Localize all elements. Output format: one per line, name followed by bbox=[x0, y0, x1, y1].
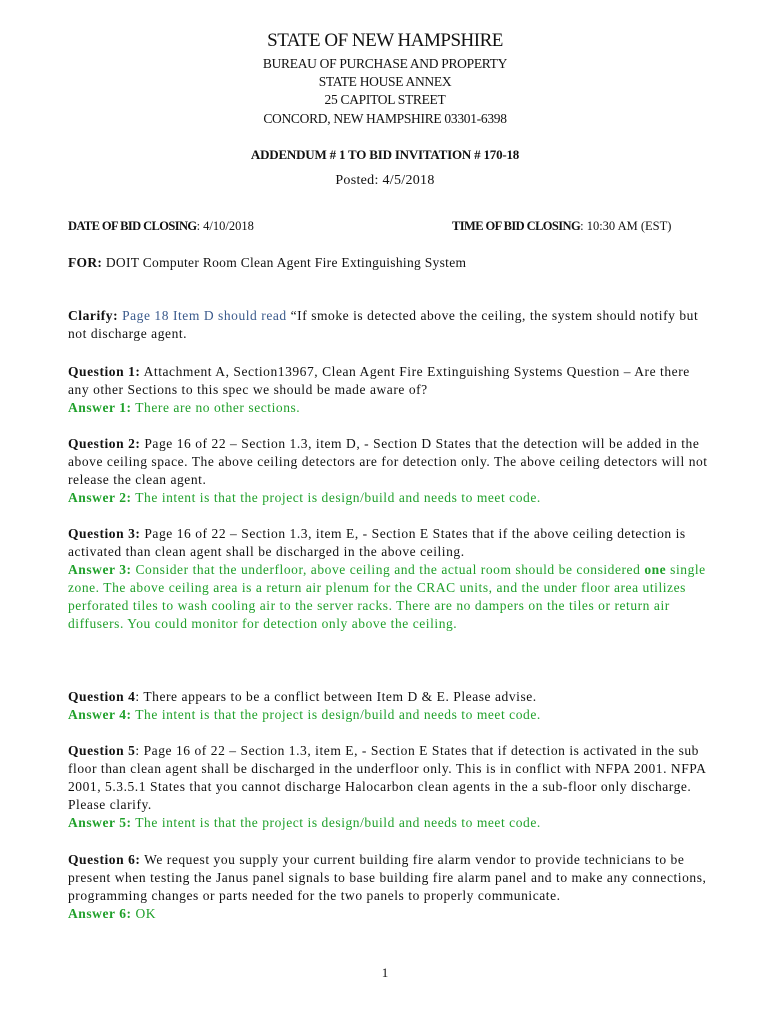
question-5-label: Question 5 bbox=[68, 743, 136, 758]
question-4-text: : There appears to be a conflict between Item D & E. Please advise. bbox=[135, 689, 537, 704]
answer-2-label: Answer 2: bbox=[68, 490, 132, 505]
answer-3-text-post: single zone. The above ceiling area is a return air plenum for the CRAC units, and the under floor area utilizes perforated tiles to wash cooling air to the server racks. There are no dampers on the tiles or return air diffusers. You could monitor for detection only above the ceiling. bbox=[68, 562, 706, 631]
question-3 bbox=[68, 525, 708, 633]
clarify-paragraph bbox=[68, 307, 708, 343]
question-5-text: : Page 16 of 22 – Section 1.3, item E, - Section E States that if detection is activated in the sub floor than clean agent shall be discharged in the underfloor only. This is in conflict with NFPA 2001. NFPA 2001, 5.3.5.1 States that you cannot discharge Halocarbon clean agents in the a sub-floor only discharge. Please clarify. bbox=[68, 743, 706, 812]
answer-3-label: Answer 3: bbox=[68, 562, 132, 577]
for-line bbox=[68, 255, 466, 271]
question-3-text: Page 16 of 22 – Section 1.3, item E, - Section E States that if the above ceiling detection is activated than clean agent shall be discharged in the above ceiling. bbox=[68, 526, 686, 559]
answer-2 bbox=[68, 490, 541, 505]
question-5 bbox=[68, 742, 708, 832]
bid-closing-time bbox=[452, 219, 671, 234]
question-6 bbox=[68, 851, 708, 923]
answer-4-label: Answer 4: bbox=[68, 707, 132, 722]
clarify-text: “If smoke is detected above the ceiling, the system should notify but not discharge agent. bbox=[68, 308, 699, 341]
answer-6 bbox=[68, 906, 156, 921]
question-3-label: Question 3: bbox=[68, 526, 141, 541]
for-text: DOIT Computer Room Clean Agent Fire Extinguishing System bbox=[102, 255, 467, 270]
clarify-reference: Page 18 Item D should read bbox=[118, 308, 287, 323]
answer-5-text: The intent is that the project is design/build and needs to meet code. bbox=[131, 815, 541, 830]
bid-closing-date-label: DATE OF BID CLOSING bbox=[68, 219, 197, 233]
answer-3-text-bold: one bbox=[644, 562, 667, 577]
question-2-label: Question 2: bbox=[68, 436, 141, 451]
question-2-text: Page 16 of 22 – Section 1.3, item D, - Section D States that the detection will be added in the above ceiling space. The above ceiling detectors are for detection only. The above ceiling detectors will not release the clean agent. bbox=[68, 436, 708, 487]
question-6-label: Question 6: bbox=[68, 852, 141, 867]
question-6-text: We request you supply your current building fire alarm vendor to provide technicians to be present when testing the Janus panel signals to base building fire alarm panel and to make any connections, programming changes or parts needed for the two panels to properly communicate. bbox=[68, 852, 707, 903]
page-number: 1 bbox=[381, 965, 389, 980]
question-1-label: Question 1: bbox=[68, 364, 141, 379]
question-4 bbox=[68, 688, 708, 724]
bid-closing-date bbox=[68, 219, 254, 234]
clarify-label: Clarify: bbox=[68, 308, 119, 323]
answer-4 bbox=[68, 707, 541, 722]
addendum-heading: ADDENDUM # 1 TO BID INVITATION # 170-18 bbox=[250, 147, 520, 162]
for-label: FOR: bbox=[68, 255, 103, 270]
street-line: 25 CAPITOL STREET bbox=[324, 92, 446, 107]
answer-2-text: The intent is that the project is design/build and needs to meet code. bbox=[131, 490, 541, 505]
bid-closing-date-value: : 4/10/2018 bbox=[196, 219, 254, 233]
answer-3 bbox=[68, 562, 706, 631]
annex-line: STATE HOUSE ANNEX bbox=[318, 74, 452, 89]
answer-3-text-pre: Consider that the underfloor, above ceiling and the actual room should be considered bbox=[131, 562, 645, 577]
posted-date: Posted: 4/5/2018 bbox=[335, 173, 435, 188]
answer-5 bbox=[68, 815, 541, 830]
question-1 bbox=[68, 363, 708, 417]
question-1-text: Attachment A, Section13967, Clean Agent Fire Extinguishing Systems Question – Are there any other Sections to this spec we should be made aware of? bbox=[68, 364, 690, 397]
answer-5-label: Answer 5: bbox=[68, 815, 132, 830]
answer-4-text: The intent is that the project is design/build and needs to meet code. bbox=[131, 707, 541, 722]
question-2 bbox=[68, 435, 708, 507]
bureau-line: BUREAU OF PURCHASE AND PROPERTY bbox=[262, 56, 508, 71]
answer-6-label: Answer 6: bbox=[68, 906, 132, 921]
answer-1-text: There are no other sections. bbox=[131, 400, 301, 415]
document-title: STATE OF NEW HAMPSHIRE bbox=[267, 30, 503, 51]
bid-closing-time-label: TIME OF BID CLOSING bbox=[452, 219, 581, 233]
answer-1 bbox=[68, 400, 300, 415]
answer-1-label: Answer 1: bbox=[68, 400, 132, 415]
city-line: CONCORD, NEW HAMPSHIRE 03301-6398 bbox=[263, 111, 507, 126]
bid-closing-time-value: : 10:30 AM (EST) bbox=[580, 219, 672, 233]
answer-6-text: OK bbox=[131, 906, 157, 921]
question-4-label: Question 4 bbox=[68, 689, 136, 704]
